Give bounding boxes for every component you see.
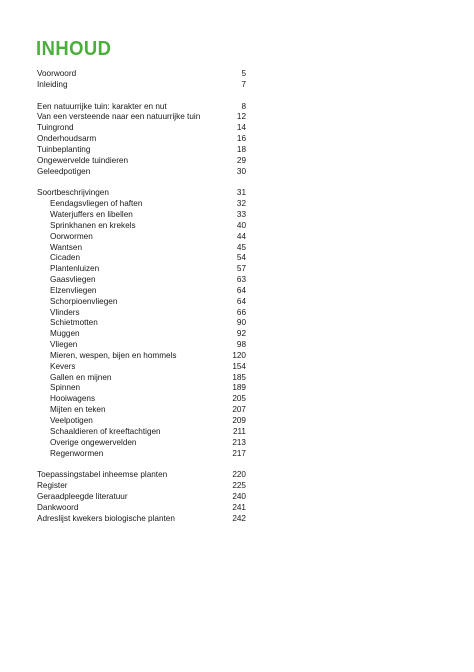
toc-entry-title: Vliegen	[50, 340, 78, 350]
toc-entry	[37, 514, 246, 525]
toc-section	[37, 188, 246, 459]
toc-subentry	[37, 210, 246, 221]
toc-entry-title: Cicaden	[50, 253, 81, 263]
toc-entry	[37, 492, 246, 503]
toc-entry-title: Tuingrond	[37, 123, 74, 133]
toc-entry-title: Waterjuffers en libellen	[50, 209, 133, 219]
toc-entry	[37, 481, 246, 492]
toc-entry-page: 205	[232, 394, 246, 404]
toc-subentry	[37, 297, 246, 308]
toc-section	[37, 69, 246, 91]
toc-subentry	[37, 286, 246, 297]
toc-entry	[37, 69, 246, 80]
toc-entry-title: Mieren, wespen, bijen en hommels	[50, 350, 177, 360]
toc-entry-page: 66	[236, 307, 246, 317]
toc-entry-page: 120	[232, 350, 246, 360]
toc-entry-page: 40	[236, 220, 246, 230]
toc-section	[37, 102, 246, 178]
toc-entry	[37, 123, 246, 134]
toc-entry-title: Tuinbeplanting	[37, 144, 91, 154]
toc-entry-title: Elzenvliegen	[50, 285, 97, 295]
toc-entry-title: Eendagsvliegen of haften	[50, 199, 143, 209]
toc-entry-title: Gaasvliegen	[50, 275, 96, 285]
toc-entry	[37, 156, 246, 167]
toc-entry-page: 154	[232, 361, 246, 371]
toc-entry-title: Hooiwagens	[50, 394, 96, 404]
toc-subentry	[37, 394, 246, 405]
toc-entry-title: Geraadpleegde literatuur	[37, 491, 128, 501]
toc-subentry	[37, 221, 246, 232]
toc-entry-title: Geleedpotigen	[37, 166, 91, 176]
toc-subentry	[37, 449, 246, 460]
toc-entry-page: 33	[236, 209, 246, 219]
toc-subentry	[37, 427, 246, 438]
toc-entry-title: Een natuurrijke tuin: karakter en nut	[37, 101, 167, 111]
toc-entry-title: Soortbeschrijvingen	[37, 188, 109, 198]
toc-entry	[37, 145, 246, 156]
toc-entry-page: 189	[232, 383, 246, 393]
toc-entry-page: 32	[236, 199, 246, 209]
toc-entry-title: Voorwoord	[37, 69, 77, 78]
toc-entry-title: Plantenluizen	[50, 264, 100, 274]
toc-entry-title: Muggen	[50, 329, 80, 339]
toc-entry-title: Register	[37, 481, 68, 491]
toc-subentry	[37, 438, 246, 449]
toc-entry	[37, 503, 246, 514]
toc-entry-page: 241	[232, 502, 246, 512]
toc-entry-title: Gallen en mijnen	[50, 372, 112, 382]
toc-entry-page: 207	[232, 405, 246, 415]
toc-entry-page: 211	[232, 426, 246, 436]
toc-entry-title: Mijten en teken	[50, 405, 106, 415]
toc-entry	[37, 112, 246, 123]
toc-entry-title: Inleiding	[37, 79, 68, 89]
toc-entry-page: 8	[241, 101, 246, 111]
toc-entry-page: 57	[236, 264, 246, 274]
toc-subentry	[37, 351, 246, 362]
toc-subentry	[37, 308, 246, 319]
toc-subentry	[37, 329, 246, 340]
toc-entry-page: 213	[232, 437, 246, 447]
toc-entry-title: Overige ongewervelden	[50, 437, 137, 447]
toc-subentry	[37, 405, 246, 416]
toc-entry-page: 14	[236, 123, 246, 133]
toc-entry	[37, 188, 246, 199]
toc-entry-page: 44	[236, 231, 246, 241]
toc-subentry	[37, 264, 246, 275]
toc-entry-page: 98	[236, 340, 246, 350]
toc-entry-title: Oorwormen	[50, 231, 93, 241]
toc-subentry	[37, 253, 246, 264]
toc-entry-title: Wantsen	[50, 242, 83, 252]
toc-subentry	[37, 243, 246, 254]
toc-entry-page: 30	[236, 166, 246, 176]
toc-section	[37, 470, 246, 524]
toc-subentry	[37, 383, 246, 394]
toc-entry-title: Toepassingstabel inheemse planten	[37, 470, 168, 480]
toc-entry	[37, 80, 246, 91]
toc-entry-title: Sprinkhanen en krekels	[50, 220, 136, 230]
toc-subentry	[37, 199, 246, 210]
toc-entry-page: 64	[236, 296, 246, 306]
toc-entry-page: 220	[232, 470, 246, 480]
toc-entry-page: 63	[236, 275, 246, 285]
toc-entry-page: 240	[232, 491, 246, 501]
toc-entry-page: 16	[236, 134, 246, 144]
toc-entry-page: 45	[236, 242, 246, 252]
toc-entry	[37, 167, 246, 178]
toc-subentry	[37, 340, 246, 351]
toc-entry-page: 54	[236, 253, 246, 263]
toc-entry-page: 64	[236, 285, 246, 295]
toc-entry	[37, 102, 246, 113]
toc-entry-page: 18	[236, 144, 246, 154]
toc-entry	[37, 470, 246, 481]
table-of-contents	[37, 69, 246, 524]
toc-entry-title: Regenwormen	[50, 448, 104, 458]
toc-entry	[37, 134, 246, 145]
toc-entry-title: Schaaldieren of kreeftachtigen	[50, 426, 161, 436]
toc-entry-title: Schietmotten	[50, 318, 98, 328]
toc-entry-page: 185	[232, 372, 246, 382]
toc-entry-page: 7	[241, 79, 246, 89]
toc-entry-title: Dankwoord	[37, 502, 79, 512]
toc-subentry	[37, 318, 246, 329]
toc-entry-page: 90	[236, 318, 246, 328]
toc-entry-title: Ongewervelde tuindieren	[37, 155, 129, 165]
toc-entry-title: Onderhoudsarm	[37, 134, 97, 144]
toc-entry-page: 225	[232, 481, 246, 491]
toc-subentry	[37, 275, 246, 286]
toc-entry-page: 242	[232, 513, 246, 523]
toc-entry-title: Kevers	[50, 361, 76, 371]
toc-entry-page: 12	[236, 112, 246, 122]
toc-entry-page: 217	[232, 448, 246, 458]
toc-entry-title: Vlinders	[50, 307, 80, 317]
toc-entry-page: 31	[236, 188, 246, 198]
toc-entry-page: 209	[232, 416, 246, 425]
toc-entry-title: Spinnen	[50, 383, 81, 393]
toc-subentry	[37, 416, 246, 427]
toc-subentry	[37, 232, 246, 243]
toc-entry-page: 29	[236, 155, 246, 165]
toc-subentry	[37, 362, 246, 373]
toc-entry-page: 92	[236, 329, 246, 339]
page-title: INHOUD	[36, 38, 112, 60]
toc-entry-page: 5	[241, 69, 246, 78]
toc-entry-title: Adreslijst kwekers biologische planten	[37, 513, 175, 523]
toc-entry-title: Van een versteende naar een natuurrijke tuin	[37, 112, 201, 122]
toc-subentry	[37, 373, 246, 384]
toc-entry-title: Veelpotigen	[50, 416, 93, 425]
toc-entry-title: Schorpioenvliegen	[50, 296, 118, 306]
